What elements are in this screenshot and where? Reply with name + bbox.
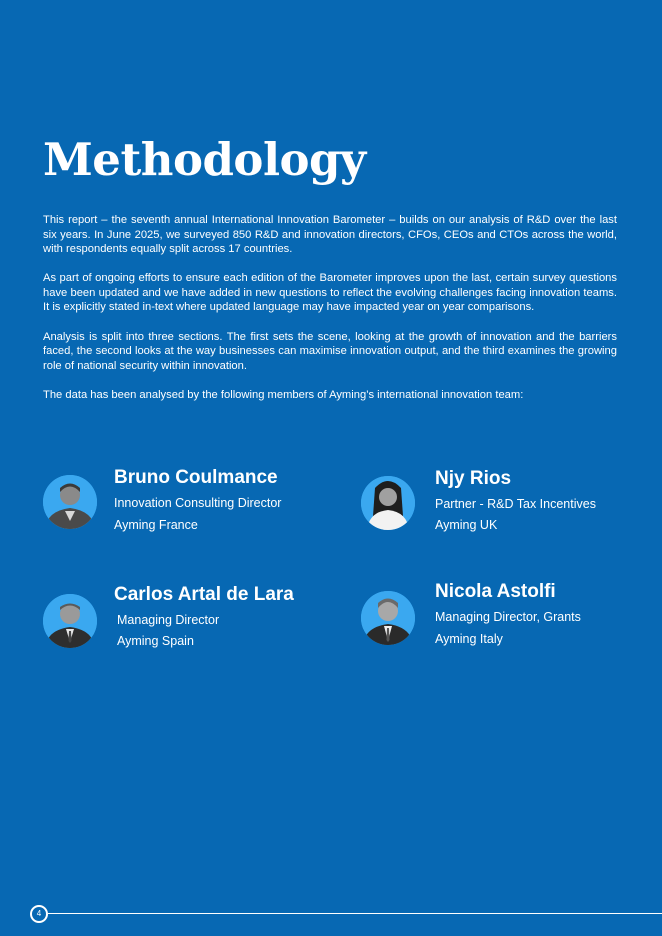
avatar-photo	[43, 475, 97, 529]
paragraph-3: Analysis is split into three sections. The first sets the scene, looking at the growth of innovation and the barriers faced, the second looks at the way businesses can maximise innovation output, and the third examines the growing role of national security within innovation.	[43, 330, 617, 372]
paragraph-1: This report – the seventh annual International Innovation Barometer – builds on our analysis of R&D over the last six years. In June 2025, we surveyed 850 R&D and innovation directors, CFOs, CEOs and CTOs across the world, with respondents equally split across 17 countries.	[43, 214, 617, 256]
member-role: Managing Director	[117, 613, 220, 627]
member-company: Ayming France	[114, 518, 198, 532]
member-role: Managing Director, Grants	[435, 610, 581, 624]
member-role: Partner - R&D Tax Incentives	[435, 497, 596, 511]
avatar-photo	[361, 476, 415, 530]
member-name: Carlos Artal de Lara	[114, 584, 294, 605]
avatar-photo	[361, 591, 415, 645]
member-company: Ayming Spain	[117, 634, 194, 648]
page-title: Methodology	[43, 133, 366, 186]
paragraph-2: As part of ongoing efforts to ensure each edition of the Barometer improves upon the last, certain survey questions have been updated and we have added in new questions to reflect the evolving challenges facing innovation teams. It is explicitly stated in-text where updated language may have impacted year on year comparisons.	[43, 272, 617, 314]
member-company: Ayming Italy	[435, 632, 503, 646]
paragraph-4: The data has been analysed by the following members of Ayming’s international innovation team:	[43, 388, 524, 401]
member-role: Innovation Consulting Director	[114, 496, 282, 510]
intro-text	[43, 213, 617, 417]
footer-divider	[48, 913, 662, 914]
member-name: Nicola Astolfi	[435, 581, 556, 602]
avatar-photo	[43, 594, 97, 648]
member-name: Bruno Coulmance	[114, 467, 278, 488]
member-company: Ayming UK	[435, 518, 498, 532]
page-number: 4	[30, 905, 48, 923]
member-name: Njy Rios	[435, 468, 512, 489]
